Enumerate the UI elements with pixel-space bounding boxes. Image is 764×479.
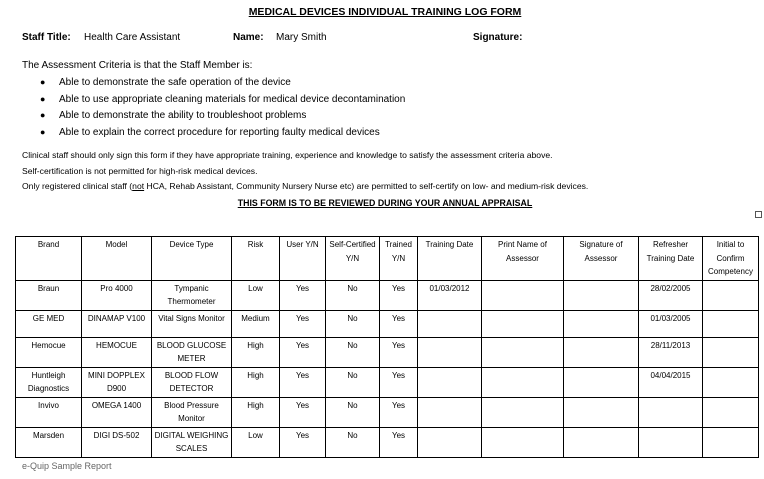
cell-brand: GE MED [16,310,82,337]
cell-refresher-date[interactable]: 01/03/2005 [639,310,703,337]
cell-assessor-name[interactable] [482,310,564,337]
col-header-model: Model [82,237,152,281]
criteria-item [40,91,405,108]
cell-device-type: Vital Signs Monitor [152,310,232,337]
form-title: MEDICAL DEVICES INDIVIDUAL TRAINING LOG FORM [248,6,522,18]
table-row [16,367,759,397]
cell-user: Yes [280,337,326,367]
certification-notes [22,148,588,195]
cell-assessor-name[interactable] [482,427,564,457]
note-line: Clinical staff should only sign this form if they have appropriate training, experience and knowledge to satisfy the assessment criteria above. [22,150,553,160]
staff-details [22,32,742,46]
bullet-icon: ● [40,110,46,121]
cell-user: Yes [280,397,326,427]
cell-self-certified: No [326,280,380,310]
cell-trained: Yes [380,280,418,310]
criteria-text: Able to use appropriate cleaning materials for medical device decontamination [59,93,406,105]
cell-training-date[interactable] [418,310,482,337]
staff-title-value: Health Care Assistant [84,32,181,43]
cell-training-date[interactable] [418,397,482,427]
col-header-trained: Trained Y/N [380,237,418,281]
cell-assessor-name[interactable] [482,397,564,427]
cell-brand: Hemocue [16,337,82,367]
criteria-intro: The Assessment Criteria is that the Staff Member is: [22,60,253,71]
col-header-training-date: Training Date [418,237,482,281]
cell-device-type: BLOOD FLOW DETECTOR [152,367,232,397]
cell-model: DINAMAP V100 [82,310,152,337]
cell-risk: Medium [232,310,280,337]
cell-device-type: Blood Pressure Monitor [152,397,232,427]
cell-risk: Low [232,280,280,310]
table-row [16,310,759,337]
cell-user: Yes [280,427,326,457]
cell-model: OMEGA 1400 [82,397,152,427]
note-line: Self-certification is not permitted for high-risk medical devices. [22,165,258,176]
cell-assessor-signature[interactable] [564,397,639,427]
staff-title-label: Staff Title: [22,32,71,43]
bullet-icon: ● [40,127,46,138]
cell-competency[interactable] [703,367,759,397]
col-header-refresher-date: Refresher Training Date [639,237,703,281]
cell-training-date[interactable]: 01/03/2012 [418,280,482,310]
cell-trained: Yes [380,367,418,397]
col-header-brand: Brand [16,237,82,281]
col-header-user: User Y/N [280,237,326,281]
note-line: Only registered clinical staff (not HCA, Rehab Assistant, Community Nursery Nurse etc) are permitted to self-certify on low- and medium-risk devices. [22,181,589,191]
cell-refresher-date[interactable]: 04/04/2015 [639,367,703,397]
cell-refresher-date[interactable] [639,397,703,427]
cell-competency[interactable] [703,397,759,427]
cell-training-date[interactable] [418,367,482,397]
col-header-risk: Risk [232,237,280,281]
cell-competency[interactable] [703,310,759,337]
cell-brand: Marsden [16,427,82,457]
cell-competency[interactable] [703,337,759,367]
name-label: Name: [233,32,264,43]
bullet-icon: ● [40,77,46,87]
cell-model: DIGI DS-502 [82,427,152,457]
cell-competency[interactable] [703,280,759,310]
cell-device-type: Tympanic Thermometer [152,280,232,310]
cell-self-certified: No [326,337,380,367]
cell-self-certified: No [326,397,380,427]
criteria-text: Able to demonstrate the safe operation of the device [59,77,291,88]
cell-assessor-name[interactable] [482,280,564,310]
col-header-device-type: Device Type [152,237,232,281]
table-row [16,427,759,457]
cell-self-certified: No [326,310,380,337]
cell-risk: Low [232,427,280,457]
cell-device-type: BLOOD GLUCOSE METER [152,337,232,367]
criteria-text: Able to explain the correct procedure for reporting faulty medical devices [59,127,380,139]
cell-trained: Yes [380,397,418,427]
cell-assessor-signature[interactable] [564,310,639,337]
cell-competency[interactable] [703,427,759,457]
col-header-assessor-name: Print Name of Assessor [482,237,564,281]
cell-assessor-signature[interactable] [564,367,639,397]
name-value: Mary Smith [276,32,327,43]
cell-trained: Yes [380,310,418,337]
col-header-competency: Initial to Confirm Competency [703,237,759,281]
table-row [16,280,759,310]
cell-training-date[interactable] [418,427,482,457]
cell-refresher-date[interactable] [639,427,703,457]
cell-assessor-name[interactable] [482,367,564,397]
cell-training-date[interactable] [418,337,482,367]
cell-risk: High [232,367,280,397]
cell-refresher-date[interactable]: 28/11/2013 [639,337,703,367]
criteria-item [40,74,405,91]
criteria-item [40,107,405,124]
cell-model: MINI DOPPLEX D900 [82,367,152,397]
cell-trained: Yes [380,427,418,457]
col-header-assessor-signature: Signature of Assessor [564,237,639,281]
cell-trained: Yes [380,337,418,367]
training-log-table [15,236,759,458]
review-notice: THIS FORM IS TO BE REVIEWED DURING YOUR ANNUAL APPRAISAL [237,198,533,208]
cell-self-certified: No [326,367,380,397]
cell-brand: Invivo [16,397,82,427]
table-row [16,337,759,367]
cell-assessor-signature[interactable] [564,280,639,310]
cell-model: Pro 4000 [82,280,152,310]
cell-risk: High [232,337,280,367]
cell-refresher-date[interactable]: 28/02/2005 [639,280,703,310]
cell-user: Yes [280,280,326,310]
cell-model: HEMOCUE [82,337,152,367]
criteria-text: Able to demonstrate the ability to troubleshoot problems [59,110,307,122]
criteria-list [40,74,405,141]
cell-assessor-name[interactable] [482,337,564,367]
cell-assessor-signature[interactable] [564,337,639,367]
report-footer: e-Quip Sample Report [22,461,112,471]
cell-brand: Huntleigh Diagnostics [16,367,82,397]
cell-user: Yes [280,367,326,397]
cell-brand: Braun [16,280,82,310]
bullet-icon: ● [40,93,46,104]
cell-risk: High [232,397,280,427]
col-header-self-certified: Self-Certified Y/N [326,237,380,281]
table-header-row [16,237,759,281]
cell-device-type: DIGITAL WEIGHING SCALES [152,427,232,457]
signature-label: Signature: [473,32,523,43]
table-row [16,397,759,427]
criteria-item [40,124,405,141]
cell-self-certified: No [326,427,380,457]
checkbox-icon[interactable] [755,211,762,218]
cell-user: Yes [280,310,326,337]
cell-assessor-signature[interactable] [564,427,639,457]
